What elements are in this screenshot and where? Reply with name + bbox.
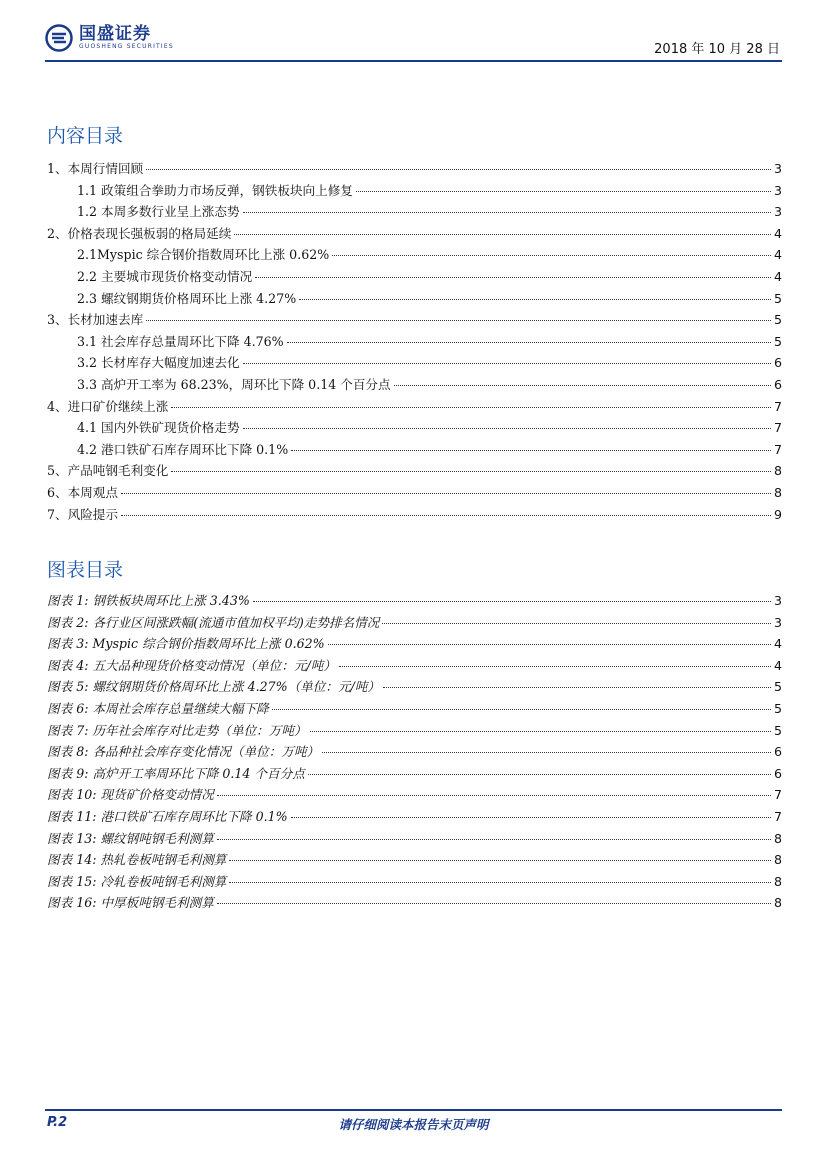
figure-entry-label: 图表 10: 现货矿价格变动情况 bbox=[47, 787, 214, 803]
toc-entry[interactable] bbox=[47, 352, 782, 374]
dot-leader bbox=[243, 363, 771, 364]
toc-entry-page: 8 bbox=[773, 463, 782, 479]
figure-entry-label: 图表 9: 高炉开工率周环比下降 0.14 个百分点 bbox=[47, 765, 305, 781]
figure-entry[interactable] bbox=[47, 612, 782, 634]
dot-leader bbox=[171, 407, 771, 408]
footer-divider bbox=[45, 1109, 782, 1111]
figure-entry-label: 图表 15: 冷轧卷板吨钢毛利测算 bbox=[47, 873, 227, 889]
toc-entry[interactable] bbox=[47, 460, 782, 482]
figure-entry-label: 图表 2: 各行业区间涨跌幅(流通市值加权平均)走势排名情况 bbox=[47, 614, 380, 630]
dot-leader bbox=[229, 882, 771, 883]
dot-leader bbox=[308, 774, 771, 775]
toc-entry-page: 6 bbox=[773, 376, 782, 392]
figure-entry-label: 图表 13: 螺纹钢吨钢毛利测算 bbox=[47, 830, 214, 846]
toc-entry-label: 2.1Myspic 综合钢价指数周环比上涨 0.62% bbox=[77, 247, 330, 263]
toc-entry-label: 7、风险提示 bbox=[47, 506, 118, 522]
toc-entry-page: 9 bbox=[773, 506, 782, 522]
figure-entry[interactable] bbox=[47, 720, 782, 742]
dot-leader bbox=[356, 191, 771, 192]
figure-entry[interactable] bbox=[47, 806, 782, 828]
toc-entry-label: 6、本周观点 bbox=[47, 484, 118, 500]
toc-entry[interactable] bbox=[47, 482, 782, 504]
toc-entry-label: 3.3 高炉开工率为 68.23%，周环比下降 0.14 个百分点 bbox=[77, 376, 391, 392]
toc-entry-label: 3.1 社会库存总量周环比下降 4.76% bbox=[77, 333, 284, 349]
figure-entry-page: 5 bbox=[773, 679, 782, 695]
dot-leader bbox=[121, 515, 771, 516]
toc-entry-label: 1.1 政策组合拳助力市场反弹，钢铁板块向上修复 bbox=[77, 182, 353, 198]
dot-leader bbox=[332, 255, 771, 256]
toc-entry[interactable] bbox=[47, 266, 782, 288]
dot-leader bbox=[171, 471, 771, 472]
figure-entry[interactable] bbox=[47, 633, 782, 655]
dot-leader bbox=[272, 709, 771, 710]
toc-entry-page: 3 bbox=[773, 161, 782, 176]
toc-entry[interactable] bbox=[47, 309, 782, 331]
toc-entry-page: 7 bbox=[773, 420, 782, 436]
toc-entry-label: 4、进口矿价继续上涨 bbox=[47, 398, 169, 414]
figure-entry-label: 图表 3: Myspic 综合钢价指数周环比上涨 0.62% bbox=[47, 636, 325, 652]
toc-entry[interactable] bbox=[47, 201, 782, 223]
toc-entry-label: 5、产品吨钢毛利变化 bbox=[47, 463, 169, 479]
logo-chinese-name: 国盛证券 bbox=[79, 24, 151, 44]
figure-entry-label: 图表 8: 各品种社会库存变化情况（单位：万吨） bbox=[47, 744, 320, 760]
dot-leader bbox=[328, 644, 771, 645]
dot-leader bbox=[394, 385, 771, 386]
figure-entry-page: 3 bbox=[773, 593, 782, 608]
dot-leader bbox=[310, 731, 771, 732]
dot-leader bbox=[234, 234, 771, 235]
company-logo bbox=[45, 24, 174, 52]
toc-entry-page: 4 bbox=[773, 247, 782, 263]
guosheng-logo-icon bbox=[45, 24, 73, 52]
toc-entry-page: 7 bbox=[773, 441, 782, 457]
figure-entry[interactable] bbox=[47, 676, 782, 698]
report-date: 2018 年 10 月 28 日 bbox=[654, 42, 780, 57]
figure-entry-page: 6 bbox=[773, 744, 782, 760]
figure-entry-label: 图表 6: 本周社会库存总量继续大幅下降 bbox=[47, 700, 269, 716]
toc-entry-page: 4 bbox=[773, 225, 782, 241]
toc-entry-label: 3、长材加速去库 bbox=[47, 312, 144, 328]
figure-entry-page: 8 bbox=[773, 830, 782, 846]
toc-entry-label: 2.3 螺纹钢期货价格周环比上涨 4.27% bbox=[77, 290, 297, 306]
figure-entry-label: 图表 16: 中厚板吨钢毛利测算 bbox=[47, 895, 214, 911]
toc-list bbox=[47, 158, 782, 525]
figure-entry-page: 7 bbox=[773, 808, 782, 824]
toc-entry-label: 2.2 主要城市现货价格变动情况 bbox=[77, 268, 253, 284]
figures-title: 图表目录 bbox=[47, 559, 124, 581]
figure-entry-label: 图表 1: 钢铁板块周环比上涨 3.43% bbox=[47, 593, 250, 608]
dot-leader bbox=[217, 903, 771, 904]
toc-entry-page: 5 bbox=[773, 333, 782, 349]
dot-leader bbox=[291, 817, 771, 818]
figure-entry-label: 图表 7: 历年社会库存对比走势（单位：万吨） bbox=[47, 722, 307, 738]
figure-entry-label: 图表 11: 港口铁矿石库存周环比下降 0.1% bbox=[47, 808, 288, 824]
footer-disclaimer: 请仔细阅读本报告末页声明 bbox=[338, 1117, 489, 1132]
toc-entry-page: 6 bbox=[773, 355, 782, 371]
figure-entry-page: 8 bbox=[773, 852, 782, 868]
dot-leader bbox=[291, 450, 771, 451]
figure-entry[interactable] bbox=[47, 828, 782, 850]
dot-leader bbox=[217, 839, 771, 840]
figure-entry[interactable] bbox=[47, 763, 782, 785]
toc-entry-page: 3 bbox=[773, 182, 782, 198]
page-header bbox=[45, 22, 782, 62]
dot-leader bbox=[255, 277, 771, 278]
figures-list bbox=[47, 590, 782, 914]
toc-entry-page: 8 bbox=[773, 484, 782, 500]
dot-leader bbox=[253, 601, 771, 602]
figure-entry-label: 图表 5: 螺纹钢期货价格周环比上涨 4.27%（单位：元/吨） bbox=[47, 679, 380, 695]
toc-entry[interactable] bbox=[47, 223, 782, 245]
toc-entry-page: 4 bbox=[773, 268, 782, 284]
figure-entry-page: 4 bbox=[773, 657, 782, 673]
toc-entry[interactable] bbox=[47, 158, 782, 180]
figure-entry-page: 8 bbox=[773, 895, 782, 911]
figure-entry-page: 5 bbox=[773, 722, 782, 738]
figure-entry-page: 3 bbox=[773, 614, 782, 630]
toc-entry[interactable] bbox=[47, 396, 782, 418]
toc-entry[interactable] bbox=[47, 504, 782, 526]
dot-leader bbox=[243, 212, 771, 213]
toc-title: 内容目录 bbox=[47, 125, 124, 147]
toc-entry-page: 3 bbox=[773, 204, 782, 220]
dot-leader bbox=[229, 860, 771, 861]
toc-entry[interactable] bbox=[47, 331, 782, 353]
dot-leader bbox=[217, 795, 771, 796]
dot-leader bbox=[299, 299, 771, 300]
figure-entry[interactable] bbox=[47, 698, 782, 720]
figure-entry-page: 7 bbox=[773, 787, 782, 803]
header-divider bbox=[45, 60, 782, 62]
figure-entry-label: 图表 4: 五大品种现货价格变动情况（单位：元/吨） bbox=[47, 657, 336, 673]
toc-entry-label: 4.1 国内外铁矿现货价格走势 bbox=[77, 420, 240, 436]
toc-entry[interactable] bbox=[47, 244, 782, 266]
figure-entry[interactable] bbox=[47, 655, 782, 677]
dot-leader bbox=[287, 342, 771, 343]
dot-leader bbox=[322, 752, 771, 753]
figure-entry-page: 8 bbox=[773, 873, 782, 889]
toc-entry[interactable] bbox=[47, 374, 782, 396]
toc-entry[interactable] bbox=[47, 180, 782, 202]
figure-entry[interactable] bbox=[47, 741, 782, 763]
figure-entry[interactable] bbox=[47, 871, 782, 893]
figure-entry-page: 5 bbox=[773, 700, 782, 716]
toc-entry-page: 5 bbox=[773, 312, 782, 328]
toc-entry-page: 7 bbox=[773, 398, 782, 414]
dot-leader bbox=[382, 623, 771, 624]
toc-entry[interactable] bbox=[47, 417, 782, 439]
dot-leader bbox=[146, 169, 771, 170]
toc-entry-label: 4.2 港口铁矿石库存周环比下降 0.1% bbox=[77, 441, 289, 457]
dot-leader bbox=[146, 320, 771, 321]
figure-entry-page: 4 bbox=[773, 636, 782, 652]
dot-leader bbox=[383, 687, 771, 688]
page-number: P.2 bbox=[47, 1115, 68, 1130]
figure-entry[interactable] bbox=[47, 784, 782, 806]
toc-entry-label: 2、价格表现长强板弱的格局延续 bbox=[47, 225, 232, 241]
dot-leader bbox=[121, 493, 771, 494]
figure-entry[interactable] bbox=[47, 849, 782, 871]
figure-entry-label: 图表 14: 热轧卷板吨钢毛利测算 bbox=[47, 852, 227, 868]
toc-entry[interactable] bbox=[47, 288, 782, 310]
toc-entry[interactable] bbox=[47, 439, 782, 461]
figure-entry-page: 6 bbox=[773, 765, 782, 781]
dot-leader bbox=[339, 666, 771, 667]
toc-entry-page: 5 bbox=[773, 290, 782, 306]
toc-entry-label: 1、本周行情回顾 bbox=[47, 161, 144, 176]
dot-leader bbox=[243, 428, 771, 429]
figure-entry[interactable] bbox=[47, 590, 782, 612]
toc-entry-label: 3.2 长材库存大幅度加速去化 bbox=[77, 355, 240, 371]
toc-entry-label: 1.2 本周多数行业呈上涨态势 bbox=[77, 204, 240, 220]
figure-entry[interactable] bbox=[47, 892, 782, 914]
logo-english-name: GUOSHENG SECURITIES bbox=[79, 43, 174, 50]
